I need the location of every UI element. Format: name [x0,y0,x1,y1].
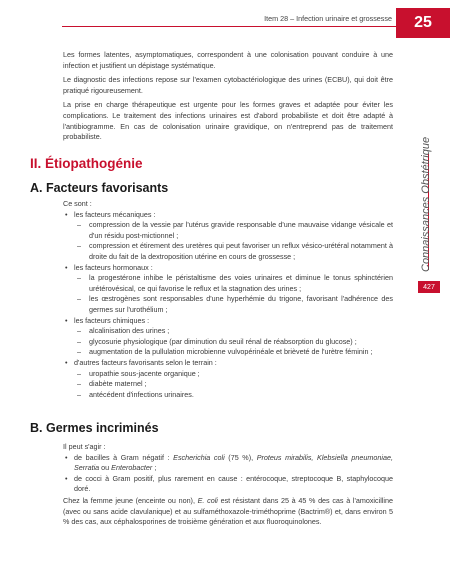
side-section-label: Connaissances Obstétrique [420,136,432,272]
factor-item: – augmentation de la pullulation microbienne vulvopérinéale et brièveté de l'urètre féminin ; [63,347,393,358]
intro-paragraph: Les formes latentes, asymptomatiques, correspondent à une colonisation pouvant conduire à une infection et justifient un dépistage systématique. [63,50,393,70]
header-rule [62,26,396,27]
factor-item: – antécédent d'infections urinaires. [63,390,393,401]
factors-block [63,199,393,400]
resistance-paragraph [63,496,393,528]
germ-species: Escherichia coli [173,452,225,462]
germ-species: Proteus mirabilis, Klebsiella pneumoniae, Serratia [74,452,393,473]
factor-item: – alcalinisation des urines ; [63,326,393,337]
factor-group-label: • les facteurs mécaniques : [63,210,393,221]
chapter-number-badge [396,8,450,38]
germ-text: de bacilles à Gram négatif : [74,452,174,462]
factor-item: – uropathie sous-jacente organique ; [63,369,393,380]
factor-item: – les œstrogènes sont responsables d'une hyperhémie du trigone, favorisant l'adhérence des germes sur l'urothélium ; [63,294,393,315]
germs-lead: Il peut s'agir : [63,442,106,451]
factors-list [63,210,393,401]
germ-text: (75 %), [224,452,257,462]
factor-group-label: • les facteurs chimiques : [63,316,393,327]
subsection-heading-b: B. Germes incriminés [30,421,159,435]
factor-item: – compression et étirement des uretères qui peut favoriser un reflux vésico-urétéral notamment à droite du fait de la dextroposition utérine en cours de grossesse ; [63,241,393,262]
factor-item: – la progestérone inhibe le péristaltisme des voies urinaires et diminue le tonus sphinctérien urétérovésical, ce qui favorise le reflux et la stagnation des urines ; [63,273,393,294]
subsection-heading-a: A. Facteurs favorisants [30,181,169,195]
factor-item: – diabète maternel ; [63,379,393,390]
factors-lead: Ce sont : [63,199,92,208]
section-heading: II. Étiopathogénie [30,156,143,171]
intro-paragraph: Le diagnostic des infections repose sur l'examen cytobactériologique des urines (ECBU), qui doit être pratiqué rigoureusement. [63,75,393,95]
resistance-text: Chez la femme jeune (enceinte ou non), [63,495,198,505]
germs-list [63,453,393,495]
intro-block [63,50,393,147]
factor-item: – glycosurie physiologique (par diminution du seuil rénal de réabsorption du glucose) ; [63,337,393,348]
running-title: Item 28 – Infection urinaire et grossesse [264,14,392,23]
chapter-number: 25 [414,14,432,31]
factor-group-label: • d'autres facteurs favorisants selon le terrain : [63,358,393,369]
factor-item: – compression de la vessie par l'utérus gravide responsable d'une mauvaise vidange vésicale et d'un résidu post-mictionnel ; [63,220,393,241]
germ-item [63,453,393,474]
germ-item: • de cocci à Gram positif, plus rarement en cause : entérocoque, streptocoque B, staphylocoque doré. [63,474,393,495]
page-number: 427 [423,283,435,291]
resistance-text: est résistant dans 25 à 45 % des cas à l'amoxicilline (avec ou sans acide clavulanique) et au sulfaméthoxazole-triméthoprime (Bactrim®) et, dans environ 5 % des cas, aux céphalosporines de troisième génération et aux fluoroquinolones. [63,495,393,527]
factor-group-label: • les facteurs hormonaux : [63,263,393,274]
germ-text: ou [99,463,112,473]
page-number-badge [418,281,440,293]
germ-text: ; [152,463,157,473]
resistance-species: E. coli [197,495,218,505]
germs-block [63,442,393,532]
germ-species: Enterobacter [111,463,153,473]
intro-paragraph: La prise en charge thérapeutique est urgente pour les formes graves et adaptée pour éviter les complications. Le traitement des infections urinaires est d'abord probabiliste et doit être adapté à l'antibiogramme. En cas de colonisation urinaire gravidique, on n'entreprend pas de traitement probabiliste. [63,100,393,142]
